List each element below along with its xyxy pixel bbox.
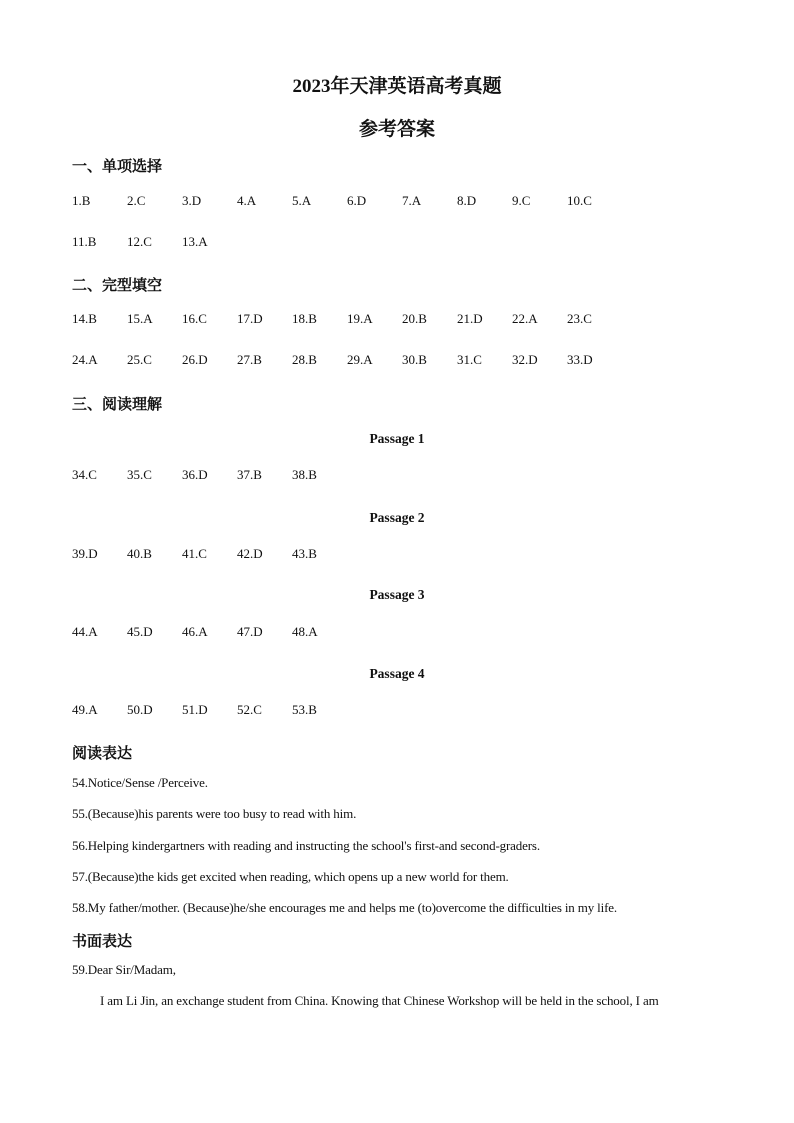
answer-item: 36.D [182,467,208,482]
answer-line: 57.(Because)the kids get excited when reading, which opens up a new world for them. [72,869,509,884]
answer-item: 46.A [182,624,208,639]
page-title: 2023年天津英语高考真题 [292,76,502,97]
answer-item: 11.B [72,234,97,249]
answer-item: 20.B [402,311,427,326]
answer-item: 47.D [237,624,263,639]
answer-item: 34.C [72,467,97,482]
passage-label: Passage 1 [369,431,425,446]
answer-item: 27.B [237,352,262,367]
answer-item: 9.C [512,193,531,208]
answer-item: 26.D [182,352,208,367]
answer-item: 24.A [72,352,98,367]
answer-line: 55.(Because)his parents were too busy to read with him. [72,806,357,821]
passage-label: Passage 4 [369,666,425,681]
answer-item: 25.C [127,352,152,367]
answer-item: 39.D [72,546,98,561]
answer-item: 13.A [182,234,208,249]
answer-item: 33.D [567,352,593,367]
answer-item: 28.B [292,352,317,367]
answer-item: 40.B [127,546,152,561]
answer-item: 4.A [237,193,257,208]
answer-item: 7.A [402,193,422,208]
answer-item: 53.B [292,702,317,717]
answer-item: 15.A [127,311,153,326]
section-heading-cloze: 二、完型填空 [72,278,163,294]
answer-item: 2.C [127,193,146,208]
letter-salutation: 59.Dear Sir/Madam, [72,962,176,977]
answer-item: 35.C [127,467,152,482]
answer-item: 31.C [457,352,482,367]
answer-item: 23.C [567,311,592,326]
answer-line: 54.Notice/Sense /Perceive. [72,775,208,790]
letter-body-line: I am Li Jin, an exchange student from China. Knowing that Chinese Workshop will be held in the school, I am [100,993,659,1008]
answer-line: 56.Helping kindergartners with reading and instructing the school's first-and second-graders. [72,838,540,853]
answer-item: 10.C [567,193,592,208]
section-heading-reading-expression: 阅读表达 [72,746,133,762]
answer-item: 43.B [292,546,317,561]
answer-item: 49.A [72,702,98,717]
answer-line: 58.My father/mother. (Because)he/she encourages me and helps me (to)overcome the difficulties in my life. [72,900,617,915]
answer-item: 22.A [512,311,538,326]
answer-item: 38.B [292,467,317,482]
answer-item: 52.C [237,702,262,717]
section-heading-writing: 书面表达 [72,934,133,950]
answer-item: 21.D [457,311,483,326]
answer-item: 18.B [292,311,317,326]
passage-label: Passage 3 [369,587,425,602]
answer-item: 45.D [127,624,153,639]
answer-item: 29.A [347,352,373,367]
section-heading-single-choice: 一、单项选择 [72,159,163,175]
answer-item: 17.D [237,311,263,326]
answer-item: 19.A [347,311,373,326]
answer-item: 16.C [182,311,207,326]
answer-item: 8.D [457,193,477,208]
answer-item: 48.A [292,624,318,639]
answer-item: 14.B [72,311,97,326]
answer-item: 12.C [127,234,152,249]
answer-item: 44.A [72,624,98,639]
answer-item: 5.A [292,193,312,208]
answer-item: 50.D [127,702,153,717]
answer-item: 51.D [182,702,208,717]
answer-item: 30.B [402,352,427,367]
page-subtitle: 参考答案 [358,119,435,140]
answer-item: 37.B [237,467,262,482]
answer-item: 6.D [347,193,367,208]
passage-label: Passage 2 [369,510,425,525]
answer-item: 42.D [237,546,263,561]
answer-item: 41.C [182,546,207,561]
answer-item: 3.D [182,193,202,208]
section-heading-reading: 三、阅读理解 [72,397,163,413]
answer-item: 1.B [72,193,91,208]
answer-item: 32.D [512,352,538,367]
